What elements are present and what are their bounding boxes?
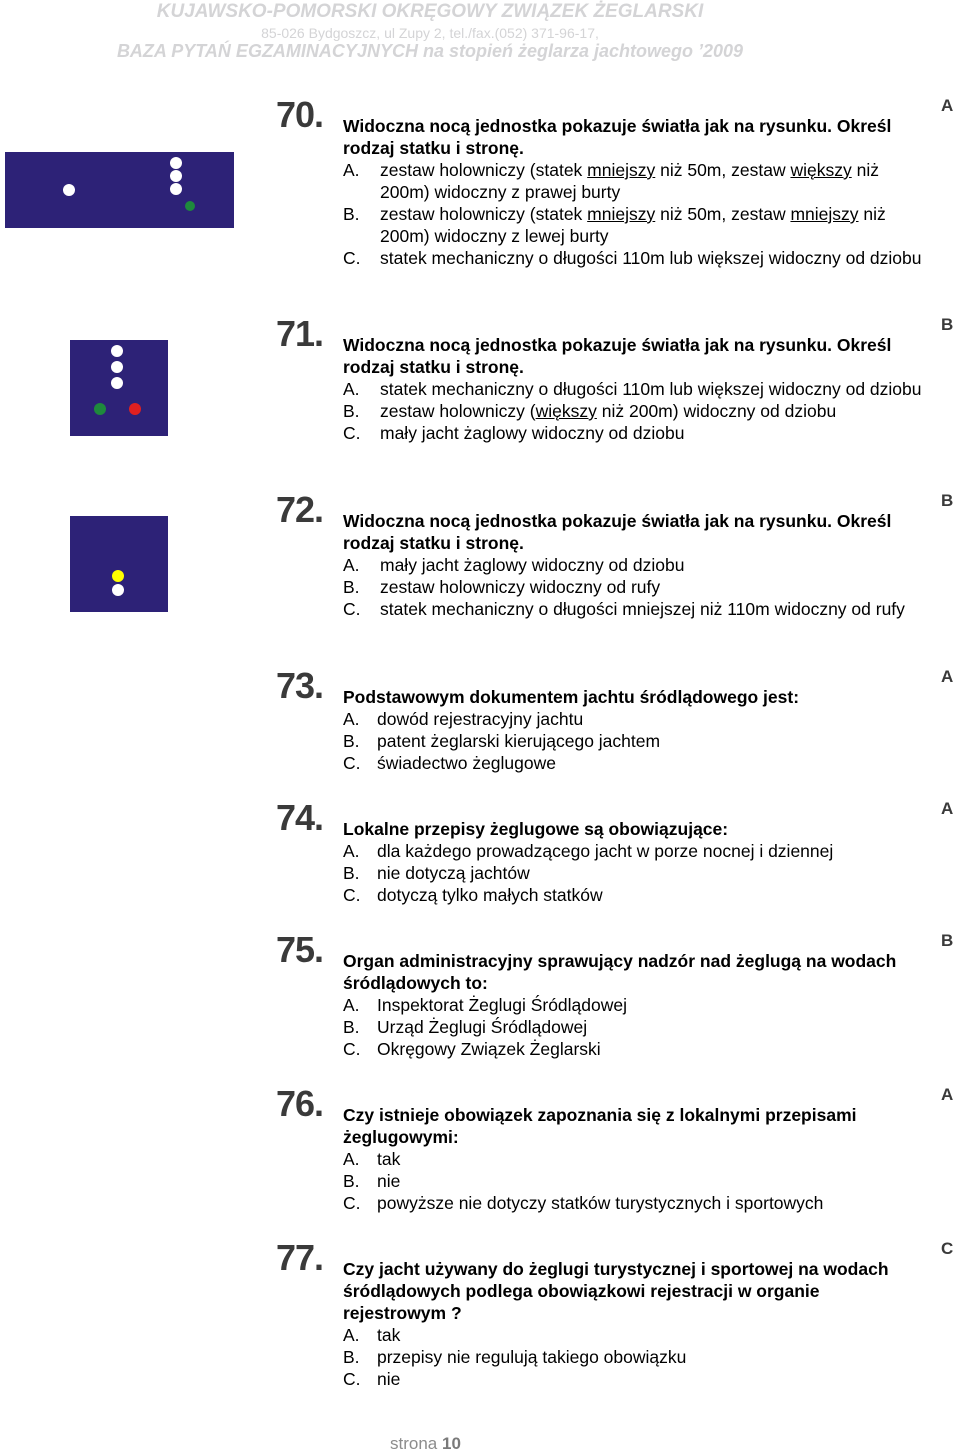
answer-key: A (941, 799, 954, 818)
question-number: 70. (276, 94, 324, 135)
question-options (343, 554, 933, 620)
white-light-icon (170, 170, 182, 182)
page-footer (390, 1434, 461, 1454)
option-a: A. tak (343, 1325, 401, 1345)
question-text: Widoczna nocą jednostka pokazuje światła jak na rysunku. Określ rodzaj statku i stronę. (343, 511, 892, 553)
header-title: BAZA PYTAŃ EGZAMINACYJNYCH na stopień żeglarza jachtowego ’2009 (116, 41, 744, 61)
green-light-icon (185, 201, 195, 211)
option-c: C. statek mechaniczny o długości 110m lub większej widoczny od dziobu (343, 248, 922, 268)
question-number: 77. (276, 1237, 324, 1278)
option-b: B. przepisy nie regulują takiego obowiązku (343, 1347, 687, 1367)
white-light-icon (170, 157, 182, 169)
white-light-icon (63, 184, 75, 196)
option-c: C. świadectwo żeglugowe (343, 753, 556, 773)
option-b: B. zestaw holowniczy (statek mniejszy niż 50m, zestaw mniejszy niż 200m) widoczny z lewej burty (343, 204, 886, 246)
question-number: 73. (276, 665, 324, 706)
option-a: A. statek mechaniczny o długości 110m lub większej widoczny od dziobu (343, 379, 922, 399)
question-number: 76. (276, 1083, 324, 1124)
green-light-icon (94, 403, 106, 415)
option-a: A. Inspektorat Żeglugi Śródlądowej (343, 995, 628, 1015)
question-text: Czy istnieje obowiązek zapoznania się z lokalnymi przepisami żeglugowymi: (343, 1105, 857, 1147)
page-label: strona (390, 1434, 438, 1453)
night-lights-picture-71 (70, 340, 168, 436)
option-b: B. zestaw holowniczy (większy niż 200m) widoczny od dziobu (343, 401, 837, 421)
red-light-icon (129, 403, 141, 415)
option-a: A. tak (343, 1149, 401, 1169)
option-c: C. Okręgowy Związek Żeglarski (343, 1039, 601, 1059)
answer-key: A (941, 667, 954, 686)
night-lights-picture-70 (5, 152, 234, 228)
option-b: B. patent żeglarski kierującego jachtem (343, 731, 661, 751)
question-options (343, 159, 923, 269)
question-options (343, 840, 933, 906)
answer-key: C (941, 1239, 954, 1258)
answer-key: B (941, 315, 954, 334)
white-light-icon (112, 584, 124, 596)
question-number: 71. (276, 313, 324, 354)
answer-key: A (941, 96, 954, 115)
question-text: Czy jacht używany do żeglugi turystycznej i sportowej na wodach śródlądowych podlega obowiązkowi rejestracji w organie rejestrowym ? (343, 1259, 889, 1323)
question-text: Widoczna nocą jednostka pokazuje światła jak na rysunku. Określ rodzaj statku i stronę. (343, 335, 892, 377)
question-options (343, 1324, 933, 1390)
answer-key: B (941, 491, 954, 510)
question-number: 75. (276, 929, 324, 970)
option-a: A. dla każdego prowadzącego jacht w porze nocnej i dziennej (343, 841, 834, 861)
question-number: 72. (276, 489, 324, 530)
option-c: C. statek mechaniczny o długości mniejszej niż 110m widoczny od rufy (343, 599, 905, 619)
white-light-icon (170, 183, 182, 195)
question-number: 74. (276, 797, 324, 838)
option-c: C. nie (343, 1369, 401, 1389)
night-lights-picture-72 (70, 516, 168, 612)
question-options (343, 378, 923, 444)
option-a: A. mały jacht żaglowy widoczny od dziobu (343, 555, 685, 575)
option-c: C. dotyczą tylko małych statków (343, 885, 603, 905)
option-b: B. nie dotyczą jachtów (343, 863, 530, 883)
option-c: C. mały jacht żaglowy widoczny od dziobu (343, 423, 685, 443)
header-address: 85-026 Bydgoszcz, ul Zupy 2, tel./fax.(052) 371-96-17, (261, 25, 599, 41)
question-text: Podstawowym dokumentem jachtu śródlądowego jest: (343, 687, 800, 707)
question-options (343, 994, 933, 1060)
question-text: Widoczna nocą jednostka pokazuje światła jak na rysunku. Określ rodzaj statku i stronę. (343, 116, 892, 158)
question-options (343, 1148, 933, 1214)
answer-key: B (941, 931, 954, 950)
white-light-icon (111, 377, 123, 389)
white-light-icon (111, 345, 123, 357)
question-options (343, 708, 933, 774)
answer-key: A (941, 1085, 954, 1104)
option-b: B. zestaw holowniczy widoczny od rufy (343, 577, 661, 597)
page-number: 10 (441, 1434, 461, 1453)
question-text: Lokalne przepisy żeglugowe są obowiązujące: (343, 819, 729, 839)
option-b: B. Urząd Żeglugi Śródlądowej (343, 1017, 588, 1037)
option-a: A. zestaw holowniczy (statek mniejszy niż 50m, zestaw większy niż 200m) widoczny z prawej burty (343, 160, 879, 202)
white-light-icon (111, 361, 123, 373)
question-text: Organ administracyjny sprawujący nadzór nad żeglugą na wodach śródlądowych to: (343, 951, 897, 993)
header-organization: KUJAWSKO-POMORSKI OKRĘGOWY ZWIĄZEK ŻEGLARSKI (156, 1, 704, 22)
option-b: B. nie (343, 1171, 401, 1191)
yellow-light-icon (112, 570, 124, 582)
option-a: A. dowód rejestracyjny jachtu (343, 709, 584, 729)
option-c: C. powyższe nie dotyczy statków turystycznych i sportowych (343, 1193, 824, 1213)
